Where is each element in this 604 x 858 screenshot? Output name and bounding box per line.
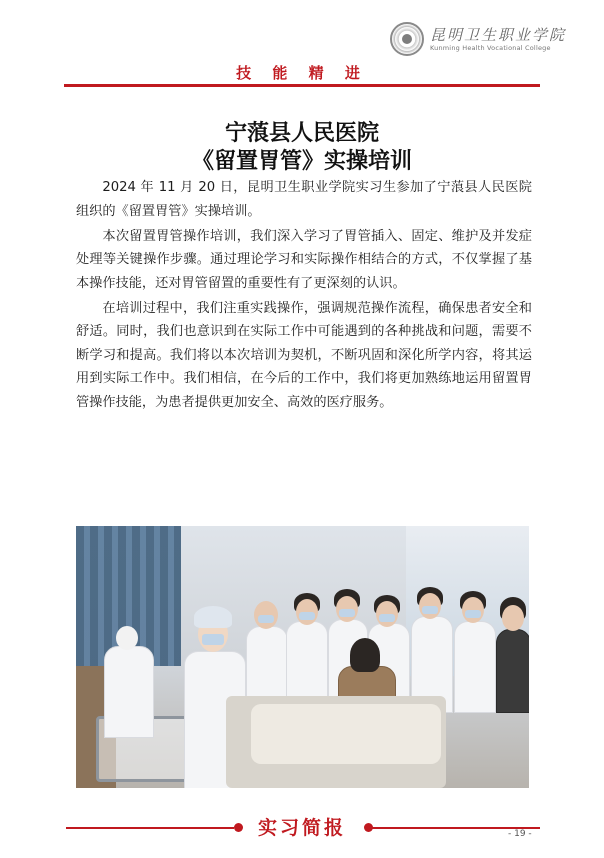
- paragraph: 2024 年 11 月 20 日，昆明卫生职业学院实习生参加了宁蒗县人民医院组织的《留置胃管》实操培训。: [76, 180, 532, 219]
- article-body: [76, 176, 532, 416]
- paragraph: 本次留置胃管操作培训，我们深入学习了胃管插入、固定、维护及并发症处理等关键操作步骤。通过理论学习和实际操作相结合的方式，不仅掌握了基本操作技能，还对胃管留置的重要性有了更深刻的认识。: [76, 228, 532, 291]
- training-photo: [76, 526, 529, 788]
- college-name-cn: 昆明卫生职业学院: [430, 26, 567, 44]
- college-name-en: Kunming Health Vocational College: [430, 44, 551, 52]
- footer-title: 实习简报: [257, 817, 346, 839]
- header-divider: [64, 84, 540, 87]
- article-title-line2: 《留置胃管》实操培训: [191, 148, 412, 174]
- paragraph: 在培训过程中，我们注重实践操作，强调规范操作流程，确保患者安全和舒适。同时，我们也意识到在实际工作中可能遇到的各种挑战和问题，需要不断学习和提高。我们将以本次培训为契机，不断巩固和深化所学内容，将其运用到实际工作中。我们相信，在今后的工作中，我们将更加熟练地运用留置胃管操作技能，为患者提供更加安全、高效的医疗服务。: [76, 300, 532, 410]
- article-title-line1: 宁蒗县人民医院: [224, 120, 379, 146]
- section-title: 技 能 精 进: [236, 64, 368, 82]
- college-seal-icon: [390, 22, 424, 56]
- college-logo: [390, 20, 570, 62]
- page-number: - 19 -: [508, 829, 532, 839]
